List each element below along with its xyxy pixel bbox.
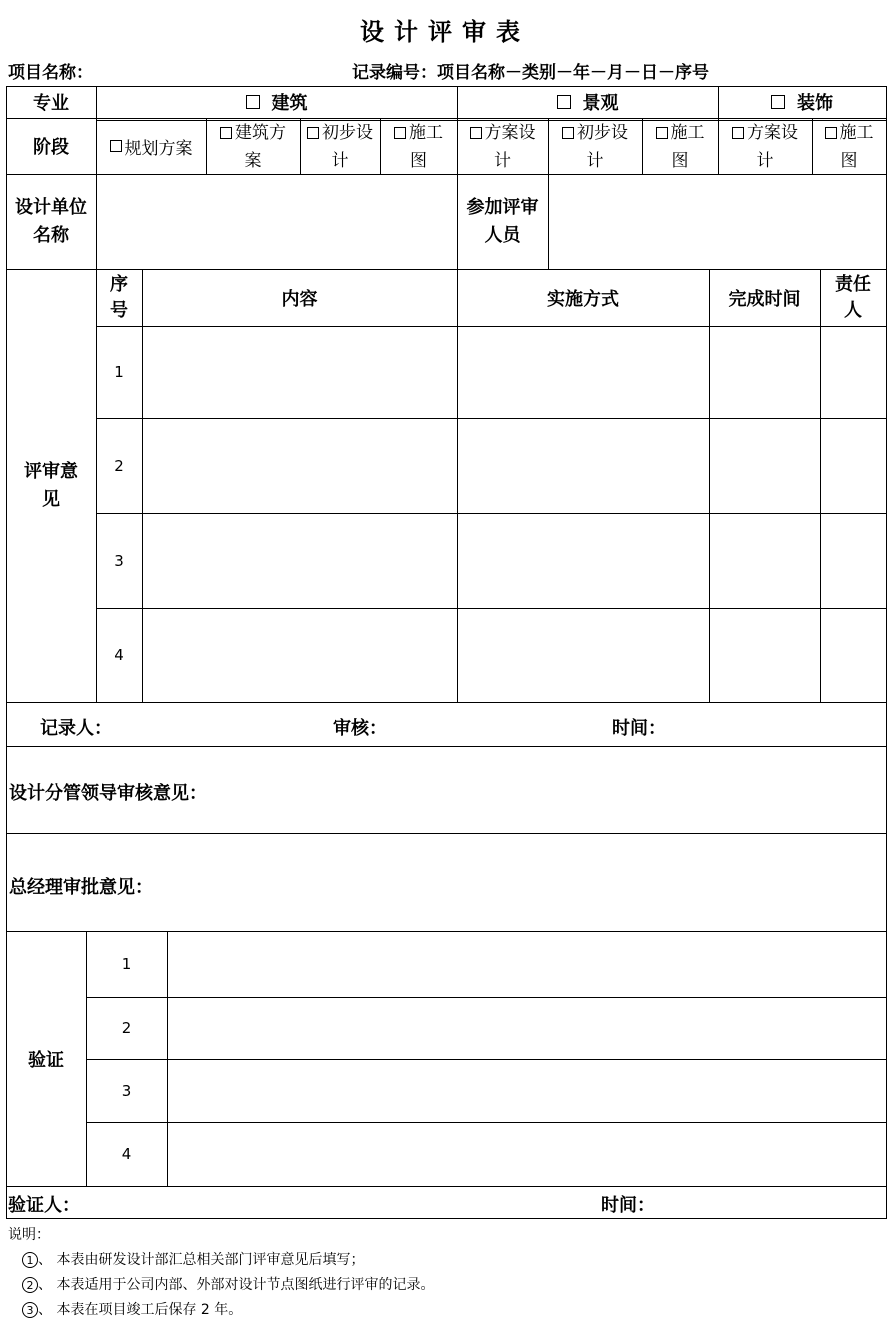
verification-row-number: 3	[121, 1081, 132, 1100]
stage-option-planning-scheme[interactable]: 规划方案	[96, 118, 206, 174]
form-title: 设计评审表	[360, 18, 530, 46]
review-row-number: 1	[114, 363, 124, 381]
checkbox-icon[interactable]	[771, 95, 785, 109]
gm-opinion-label: 总经理审批意见：	[9, 877, 153, 898]
notes-title: 说明：	[8, 1227, 50, 1243]
note-item: 3 、 本表在项目竣工后保存 2 年。	[22, 1299, 242, 1319]
participants-label: 参加评审 人员	[466, 196, 539, 246]
stage-option-arch-construction[interactable]: 施工 图	[380, 118, 457, 174]
leader-opinion-label: 设计分管领导审核意见：	[9, 783, 207, 804]
verification-time-label: 时间：	[601, 1195, 655, 1216]
discipline-option-landscape[interactable]: 景观	[457, 86, 718, 118]
stage-option-arch-preliminary[interactable]: 初步设 计	[300, 118, 380, 174]
checkbox-icon[interactable]	[394, 127, 406, 139]
discipline-option-architecture[interactable]: 建筑	[96, 86, 457, 118]
review-row-number: 4	[114, 646, 124, 664]
review-row-number: 2	[114, 456, 124, 475]
checkbox-icon[interactable]	[656, 127, 668, 139]
project-name-label: 项目名称：	[8, 63, 93, 83]
checkbox-icon[interactable]	[562, 127, 574, 139]
review-opinion-label: 评审意 见	[24, 460, 78, 510]
checkbox-icon[interactable]	[732, 127, 744, 139]
review-header-method: 实施方式	[547, 288, 619, 310]
verification-label: 验证	[28, 1049, 64, 1071]
circled-number: 3	[22, 1302, 38, 1318]
stage-option-landscape-preliminary[interactable]: 初步设 计	[548, 118, 642, 174]
verification-row-number: 2	[121, 1019, 132, 1037]
record-number-label: 记录编号：项目名称－类别－年－月－日－序号	[352, 63, 709, 83]
checkbox-icon[interactable]	[246, 95, 260, 109]
stage-option-decoration-construction[interactable]: 施工 图	[812, 118, 886, 174]
review-header-content: 内容	[281, 288, 318, 310]
discipline-label: 专业	[33, 93, 69, 114]
review-row-number: 3	[114, 551, 124, 570]
stage-option-landscape-construction[interactable]: 施工 图	[642, 118, 718, 174]
checkbox-icon[interactable]	[307, 127, 319, 139]
participants-field[interactable]	[549, 175, 885, 268]
stage-option-arch-scheme[interactable]: 建筑方 案	[206, 118, 300, 174]
stage-option-landscape-scheme[interactable]: 方案设 计	[457, 118, 548, 174]
discipline-option-decoration[interactable]: 装饰	[718, 86, 886, 118]
note-item: 1 、 本表由研发设计部汇总相关部门评审意见后填写；	[22, 1249, 364, 1269]
verifier-label: 验证人：	[8, 1195, 80, 1216]
review-header-owner: 责任 人	[835, 273, 871, 321]
circled-number: 1	[22, 1252, 38, 1268]
circled-number: 2	[22, 1277, 38, 1293]
verification-row-number: 4	[121, 1145, 132, 1163]
checkbox-icon[interactable]	[557, 95, 571, 109]
stage-label: 阶段	[33, 137, 69, 158]
design-unit-label: 设计单位 名称	[15, 196, 87, 246]
reviewer-label: 审核：	[333, 718, 387, 739]
checkbox-icon[interactable]	[110, 140, 122, 152]
review-header-time: 完成时间	[728, 288, 801, 310]
checkbox-icon[interactable]	[470, 127, 482, 139]
signoff-time-label: 时间：	[612, 718, 666, 739]
recorder-label: 记录人：	[40, 718, 112, 739]
checkbox-icon[interactable]	[220, 127, 232, 139]
checkbox-icon[interactable]	[825, 127, 837, 139]
verification-row-number: 1	[121, 955, 132, 973]
note-item: 2 、 本表适用于公司内部、外部对设计节点图纸进行评审的记录。	[22, 1274, 434, 1294]
review-header-seq: 序 号	[110, 273, 128, 321]
design-unit-field[interactable]	[97, 175, 456, 268]
stage-option-decoration-scheme[interactable]: 方案设 计	[718, 118, 812, 174]
